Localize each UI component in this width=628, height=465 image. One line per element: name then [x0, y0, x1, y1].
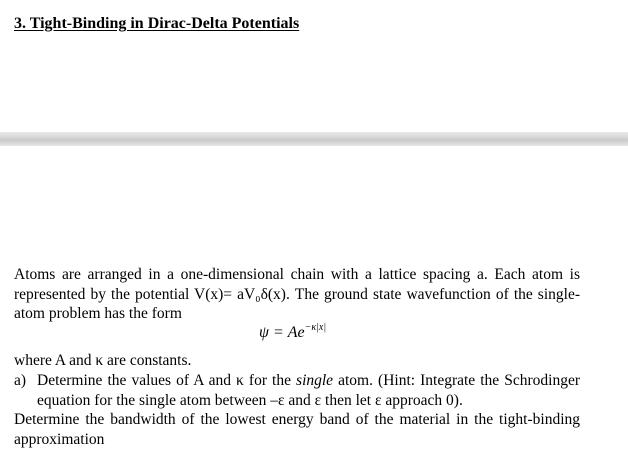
part-a-text — [37, 371, 580, 410]
bandwidth-question: Determine the bandwidth of the lowest energy band of the material in the tight-binding approximation — [14, 411, 580, 448]
problem-title: 3. Tight-Binding in Dirac-Delta Potentials — [14, 15, 300, 32]
part-a — [14, 371, 580, 410]
section-divider — [0, 132, 628, 146]
problem-intro: Atoms are arranged in a one-dimensional chain with a lattice spacing a. Each atom is represented by the potential V(x)= aV₀δ(x). The ground state wavefunction of the single-atom problem has the form — [14, 266, 580, 322]
wavefunction-equation — [259, 322, 326, 342]
part-a-text-before: Determine the values of A and κ for the — [37, 372, 297, 389]
part-a-emphasis: single — [296, 372, 334, 389]
equation-lhs: ψ = Ae — [259, 324, 305, 341]
constants-note: where A and κ are constants. — [14, 352, 192, 369]
equation-exponent: −κ|x| — [304, 322, 327, 333]
part-a-label: a) — [14, 372, 27, 389]
part-a-text-after: atom. (Hint: Integrate the Schrodinger equation for the single atom between –ε and ε then let ε approach 0). — [37, 372, 580, 409]
